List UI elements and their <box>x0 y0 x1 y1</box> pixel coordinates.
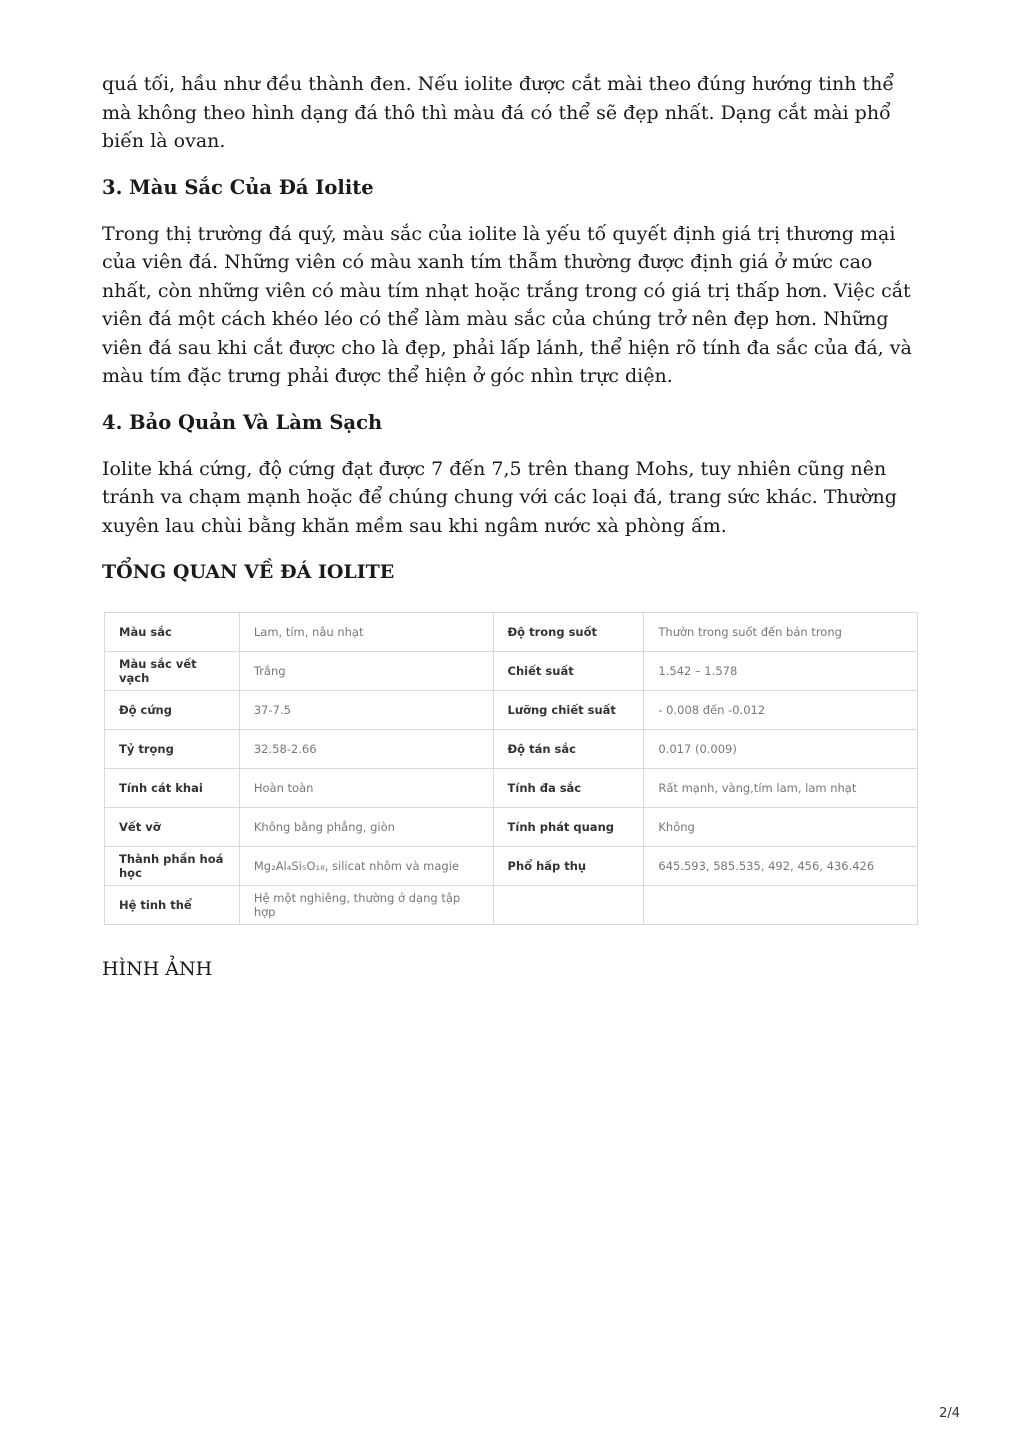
section-3-paragraph: Trong thị trường đá quý, màu sắc của iolite là yếu tố quyết định giá trị thương mại của viên đá. Những viên có màu xanh tím thẫm thường được định giá ở mức cao nhất, còn những viên có màu tím nhạt hoặc trắng trong có giá trị thấp hơn. Việc cắt viên đá một cách khéo léo có thể làm màu sắc của chúng trở nên đẹp hơn. Những viên đá sau khi cắt được cho là đẹp, phải lấp lánh, thể hiện rõ tính đa sắc của đá, và màu tím đặc trưng phải được thể hiện ở góc nhìn trực diện. <box>102 222 912 387</box>
table-row <box>105 769 918 808</box>
property-label: Độ trong suốt <box>493 613 644 652</box>
page-number: 2/4 <box>939 1406 960 1421</box>
property-label: Màu sắc <box>105 613 240 652</box>
property-value: Không <box>644 808 918 847</box>
table-row <box>105 730 918 769</box>
property-label: Lưỡng chiết suất <box>493 691 644 730</box>
property-value: Hệ một nghiêng, thường ở dạng tập hợp <box>239 886 493 925</box>
property-label: Màu sắc vết vạch <box>105 652 240 691</box>
property-value: Trắng <box>239 652 493 691</box>
property-label: Thành phần hoá học <box>105 847 240 886</box>
property-value: 37-7.5 <box>239 691 493 730</box>
property-value: Rất mạnh, vàng,tím lam, lam nhạt <box>644 769 918 808</box>
property-label: Chiết suất <box>493 652 644 691</box>
table-row <box>105 808 918 847</box>
document-body <box>102 70 922 983</box>
images-heading: HÌNH ẢNH <box>102 958 213 980</box>
property-label: Độ cứng <box>105 691 240 730</box>
property-value: - 0.008 đến -0.012 <box>644 691 918 730</box>
property-label: Hệ tinh thể <box>105 886 240 925</box>
property-label: Tính cát khai <box>105 769 240 808</box>
table-row <box>105 691 918 730</box>
table-row <box>105 613 918 652</box>
property-label: Phổ hấp thụ <box>493 847 644 886</box>
property-label: Tính đa sắc <box>493 769 644 808</box>
property-value: 645.593, 585.535, 492, 456, 436.426 <box>644 847 918 886</box>
property-value-empty <box>644 886 918 925</box>
section-4-heading: 4. Bảo Quản Và Làm Sạch <box>102 410 383 434</box>
property-label: Vết vỡ <box>105 808 240 847</box>
property-value: Hoàn toàn <box>239 769 493 808</box>
property-value: 32.58-2.66 <box>239 730 493 769</box>
section-3-heading: 3. Màu Sắc Của Đá Iolite <box>102 175 374 199</box>
property-value: 1.542 – 1.578 <box>644 652 918 691</box>
property-label: Tính phát quang <box>493 808 644 847</box>
property-label: Độ tán sắc <box>493 730 644 769</box>
section-4-paragraph: Iolite khá cứng, độ cứng đạt được 7 đến 7,5 trên thang Mohs, tuy nhiên cũng nên tránh va chạm mạnh hoặc để chúng chung với các loại đá, trang sức khác. Thường xuyên lau chùi bằng khăn mềm sau khi ngâm nước xà phòng ấm. <box>102 457 897 537</box>
table-row <box>105 652 918 691</box>
property-value: 0.017 (0.009) <box>644 730 918 769</box>
property-value: Mg₂Al₄Si₅O₁₈, silicat nhôm và magie <box>239 847 493 886</box>
property-label-empty <box>493 886 644 925</box>
table-row <box>105 886 918 925</box>
property-label: Tỷ trọng <box>105 730 240 769</box>
intro-paragraph: quá tối, hầu như đều thành đen. Nếu iolite được cắt mài theo đúng hướng tinh thể mà không theo hình dạng đá thô thì màu đá có thể sẽ đẹp nhất. Dạng cắt mài phổ biến là ovan. <box>102 73 895 152</box>
property-value: Không bằng phẳng, giòn <box>239 808 493 847</box>
properties-table <box>104 612 918 925</box>
overview-heading: TỔNG QUAN VỀ ĐÁ IOLITE <box>102 561 395 583</box>
table-row <box>105 847 918 886</box>
property-value: Lam, tím, nâu nhạt <box>239 613 493 652</box>
property-value: Thườn trong suốt đến bán trong <box>644 613 918 652</box>
